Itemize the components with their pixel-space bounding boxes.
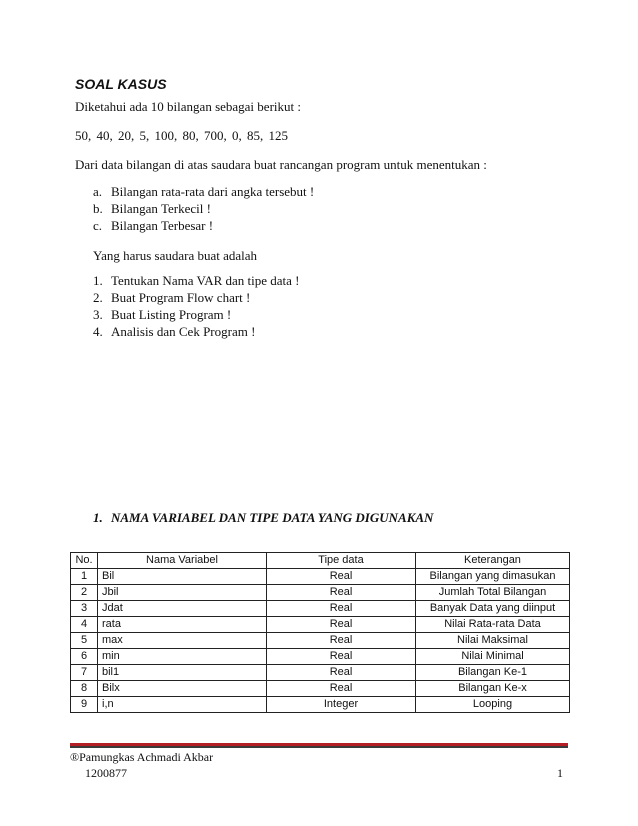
list-item	[93, 183, 314, 200]
table-row	[71, 681, 570, 697]
list-item	[93, 217, 314, 234]
cell-type: Real	[267, 601, 416, 617]
cell-description: Bilangan yang dimasukan	[416, 569, 570, 585]
list-item-text: Analisis dan Cek Program !	[111, 324, 256, 339]
cell-type: Real	[267, 649, 416, 665]
cell-type: Real	[267, 569, 416, 585]
section-number: 1.	[93, 510, 103, 525]
cell-no: 7	[71, 665, 98, 681]
goal-list	[93, 183, 314, 234]
header-name: Nama Variabel	[98, 553, 267, 569]
list-item	[93, 272, 300, 289]
cell-name: Bilx	[98, 681, 267, 697]
must-text: Yang harus saudara buat adalah	[93, 248, 258, 263]
cell-description: Bilangan Ke-1	[416, 665, 570, 681]
cell-description: Bilangan Ke-x	[416, 681, 570, 697]
page-number: 1	[557, 766, 563, 780]
table-row	[71, 585, 570, 601]
variable-table	[70, 552, 570, 713]
list-item-label: c.	[93, 218, 103, 233]
cell-description: Nilai Rata-rata Data	[416, 617, 570, 633]
table-header-row	[71, 553, 570, 569]
cell-no: 3	[71, 601, 98, 617]
list-item-text: Bilangan Terkecil !	[111, 201, 211, 216]
list-item	[93, 289, 300, 306]
list-item-label: 4.	[93, 324, 103, 339]
task-text: Dari data bilangan di atas saudara buat rancangan program untuk menentukan :	[75, 157, 487, 172]
list-item-text: Buat Program Flow chart !	[111, 290, 251, 305]
cell-no: 1	[71, 569, 98, 585]
cell-type: Real	[267, 617, 416, 633]
cell-description: Jumlah Total Bilangan	[416, 585, 570, 601]
cell-name: min	[98, 649, 267, 665]
table-row	[71, 697, 570, 713]
cell-description: Looping	[416, 697, 570, 713]
footer-rule-dark	[70, 746, 568, 748]
cell-no: 8	[71, 681, 98, 697]
list-item-text: Bilangan Terbesar !	[111, 218, 214, 233]
header-description: Keterangan	[416, 553, 570, 569]
section-title	[93, 510, 433, 526]
header-no: No.	[71, 553, 98, 569]
footer-author: ®Pamungkas Achmadi Akbar	[70, 750, 214, 764]
cell-no: 5	[71, 633, 98, 649]
table-row	[71, 649, 570, 665]
list-item-label: b.	[93, 201, 103, 216]
cell-name: bil1	[98, 665, 267, 681]
cell-name: Jbil	[98, 585, 267, 601]
list-item	[93, 323, 300, 340]
table-row	[71, 633, 570, 649]
list-item-label: 2.	[93, 290, 103, 305]
table-row	[71, 665, 570, 681]
list-item-text: Buat Listing Program !	[111, 307, 232, 322]
list-item-label: a.	[93, 184, 103, 199]
cell-name: rata	[98, 617, 267, 633]
header-type: Tipe data	[267, 553, 416, 569]
cell-description: Nilai Minimal	[416, 649, 570, 665]
cell-no: 9	[71, 697, 98, 713]
cell-type: Real	[267, 585, 416, 601]
list-item-text: Tentukan Nama VAR dan tipe data !	[111, 273, 300, 288]
cell-description: Banyak Data yang diinput	[416, 601, 570, 617]
list-item-label: 1.	[93, 273, 103, 288]
cell-name: Jdat	[98, 601, 267, 617]
intro-text: Diketahui ada 10 bilangan sebagai berikut :	[75, 99, 301, 114]
table-row	[71, 617, 570, 633]
cell-type: Real	[267, 681, 416, 697]
section-title-text: NAMA VARIABEL DAN TIPE DATA YANG DIGUNAKAN	[111, 510, 434, 525]
cell-no: 2	[71, 585, 98, 601]
list-item	[93, 306, 300, 323]
footer-id: 1200877	[85, 766, 127, 780]
cell-type: Real	[267, 633, 416, 649]
list-item-label: 3.	[93, 307, 103, 322]
cell-name: max	[98, 633, 267, 649]
table-row	[71, 601, 570, 617]
list-item	[93, 200, 314, 217]
list-item-text: Bilangan rata-rata dari angka tersebut !	[111, 184, 315, 199]
cell-type: Integer	[267, 697, 416, 713]
table-row	[71, 569, 570, 585]
cell-type: Real	[267, 665, 416, 681]
number-list: 50, 40, 20, 5, 100, 80, 700, 0, 85, 125	[75, 128, 288, 143]
cell-description: Nilai Maksimal	[416, 633, 570, 649]
document-heading: SOAL KASUS	[75, 76, 167, 92]
cell-no: 4	[71, 617, 98, 633]
cell-name: i,n	[98, 697, 267, 713]
step-list	[93, 272, 300, 340]
cell-name: Bil	[98, 569, 267, 585]
cell-no: 6	[71, 649, 98, 665]
